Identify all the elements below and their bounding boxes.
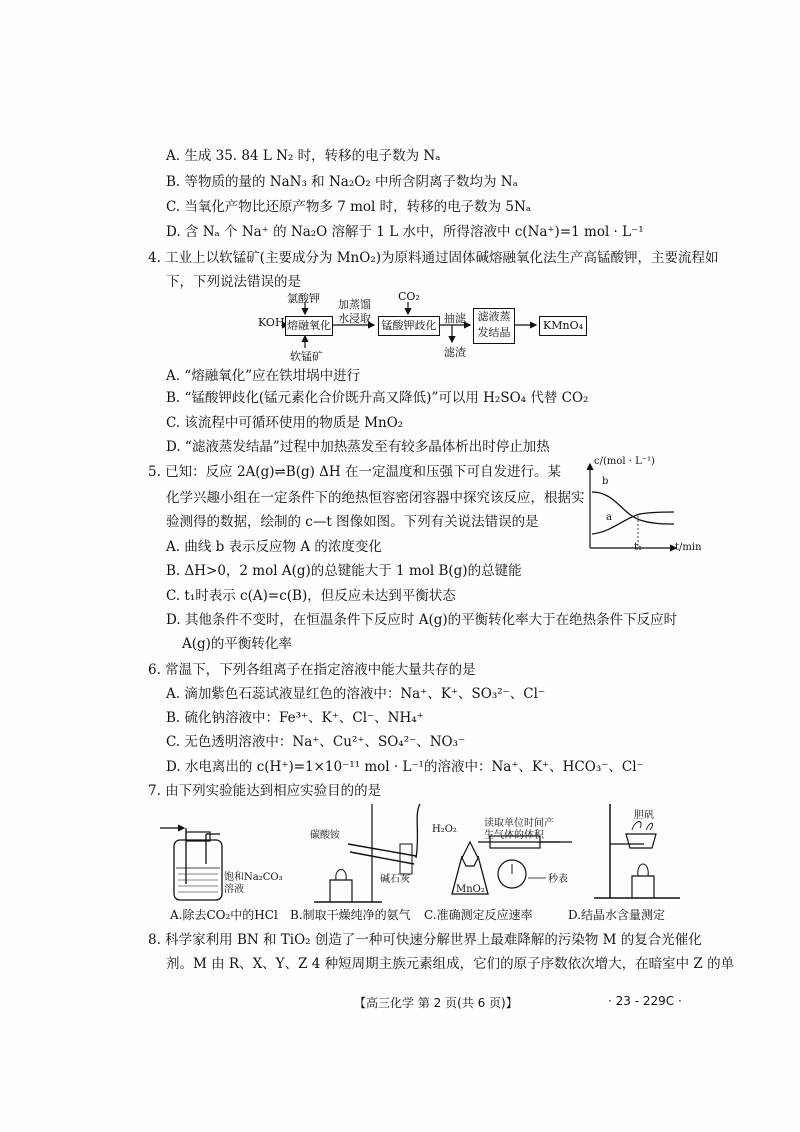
fig-c-h2o2: H₂O₂ xyxy=(432,824,457,835)
q3-option-d: D. 含 Nₐ 个 Na⁺ 的 Na₂O 溶解于 1 L 水中，所得溶液中 c(Na⁺)=1 mol · L⁻¹ xyxy=(166,224,644,240)
q5-option-c: C. t₁时表示 c(A)=c(B)，但反应未达到平衡状态 xyxy=(166,588,456,604)
graph-curve-a-label: a xyxy=(606,512,612,523)
q4-option-d: D. “滤液蒸发结晶”过程中加热蒸发至有较多晶体析出时停止加热 xyxy=(166,439,550,455)
figure-a-wash-bottle xyxy=(160,828,222,900)
q6-stem: 6. 常温下，下列各组离子在指定溶液中能大量共存的是 xyxy=(148,662,476,678)
q5-option-d-line2: A(g)的平衡转化率 xyxy=(182,636,292,652)
q7-apparatus-drawings xyxy=(0,794,800,904)
fig-a-label-1: 饱和Na₂CO₃ xyxy=(224,872,283,883)
fig-c-mno2: MnO₂ xyxy=(456,884,485,895)
flow-step-melt-oxidation: 熔融氧化 xyxy=(285,316,333,336)
fig-b-label-1: 碳酸铵 xyxy=(310,830,340,841)
q7-caption-b: B.制取干燥纯净的氨气 xyxy=(290,908,411,922)
q7-stem: 7. 由下列实验能达到相应实验目的的是 xyxy=(148,783,382,799)
flow-kclo3: 氯酸钾 xyxy=(287,292,320,305)
q5-option-a: A. 曲线 b 表示反应物 A 的浓度变化 xyxy=(166,539,382,555)
flow-leach-2: 水浸取 xyxy=(338,312,371,325)
q6-option-c: C. 无色透明溶液中：Na⁺、Cu²⁺、SO₄²⁻、NO₃⁻ xyxy=(166,734,466,750)
q8-stem-line1: 8. 科学家利用 BN 和 TiO₂ 创造了一种可快速分解世界上最难降解的污染物 M 的复合光催化 xyxy=(148,932,702,948)
flow-co2: CO₂ xyxy=(398,290,420,303)
q6-option-d: D. 水电离出的 c(H⁺)=1×10⁻¹¹ mol · L⁻¹的溶液中：Na⁺、K⁺、HCO₃⁻、Cl⁻ xyxy=(166,759,644,775)
q5-stem-line2: 化学兴趣小组在一定条件下的绝热恒容密闭容器中探究该反应，根据实 xyxy=(166,490,585,506)
page-footer-center: 【高三化学 第 2 页(共 6 页)】 xyxy=(354,996,518,1010)
q5-stem-line3: 验测得的数据，绘制的 c—t 图像如图。下列有关说法错误的是 xyxy=(166,514,539,530)
flow-residue: 滤渣 xyxy=(444,346,466,359)
flow-step-disproportionation: 锰酸钾歧化 xyxy=(378,316,440,336)
q4-option-b: B. “锰酸钾歧化(锰元素化合价既升高又降低)”可以用 H₂SO₄ 代替 CO₂ xyxy=(166,390,589,406)
q4-option-a: A. “熔融氧化”应在铁坩埚中进行 xyxy=(166,368,361,384)
q7-caption-d: D.结晶水含量测定 xyxy=(568,908,666,922)
q5-option-b: B. ΔH>0，2 mol A(g)的总键能大于 1 mol B(g)的总键能 xyxy=(166,563,522,579)
q3-option-b: B. 等物质的量的 NaN₃ 和 Na₂O₂ 中所含阴离子数均为 Nₐ xyxy=(166,174,518,190)
graph-ylabel: c/(mol · L⁻¹) xyxy=(594,456,655,467)
q4-stem-line1: 4. 工业上以软锰矿(主要成分为 MnO₂)为原料通过固体碱熔融氧化法生产高锰酸钾，主要流程如 xyxy=(148,250,719,266)
fig-b-label-2: 碱石灰 xyxy=(380,874,410,885)
curve-b-line xyxy=(592,492,674,524)
flow-koh: KOH xyxy=(258,316,285,329)
flow-product: KMnO₄ xyxy=(539,316,587,336)
figure-b-heating-setup xyxy=(314,804,420,902)
q5-option-d-line1: D. 其他条件不变时，在恒温条件下反应时 A(g)的平衡转化率大于在绝热条件下反应时 xyxy=(166,612,678,628)
q7-caption-c: C.准确测定反应速率 xyxy=(424,908,533,922)
q8-stem-line2: 剂。M 由 R、X、Y、Z 4 种短周期主族元素组成，它们的原子序数依次增大，在暗室中 Z 的单 xyxy=(166,956,735,972)
fig-c-note-2: 生气体的体积 xyxy=(484,830,544,841)
q3-option-a: A. 生成 35. 84 L N₂ 时，转移的电子数为 Nₐ xyxy=(166,148,441,164)
q6-option-b: B. 硫化钠溶液中：Fe³⁺、K⁺、Cl⁻、NH₄⁺ xyxy=(166,710,424,726)
flow-filter: 抽滤 xyxy=(444,312,466,325)
graph-curve-b-label: b xyxy=(602,476,609,487)
graph-xlabel: t/min xyxy=(675,542,702,553)
page-footer-code: · 23 - 229C · xyxy=(608,994,682,1008)
q3-option-c: C. 当氧化产物比还原产物多 7 mol 时，转移的电子数为 5Nₐ xyxy=(166,199,532,215)
q4-stem-line2: 下，下列说法错误的是 xyxy=(166,274,301,290)
fig-a-label-2: 溶液 xyxy=(224,884,244,895)
fig-d-label: 胆矾 xyxy=(634,810,654,821)
q4-option-c: C. 该流程中可循环使用的物质是 MnO₂ xyxy=(166,415,404,431)
graph-t1-label: t₁ xyxy=(634,542,643,553)
flow-leach-1: 加蒸馏 xyxy=(338,298,371,311)
fig-c-note-1: 读取单位时间产 xyxy=(484,818,554,829)
fig-c-stopwatch: 秒表 xyxy=(548,874,568,885)
flow-ore: 软锰矿 xyxy=(290,350,323,363)
q7-caption-a: A.除去CO₂中的HCl xyxy=(170,908,278,922)
q6-option-a: A. 滴加紫色石蕊试液显红色的溶液中：Na⁺、K⁺、SO₃²⁻、Cl⁻ xyxy=(166,686,546,702)
flow-step-crystallize: 滤液蒸 发结晶 xyxy=(473,308,515,344)
q5-stem-line1: 5. 已知：反应 2A(g)⇌B(g) ΔH 在一定温度和压强下可自发进行。某 xyxy=(148,464,561,480)
